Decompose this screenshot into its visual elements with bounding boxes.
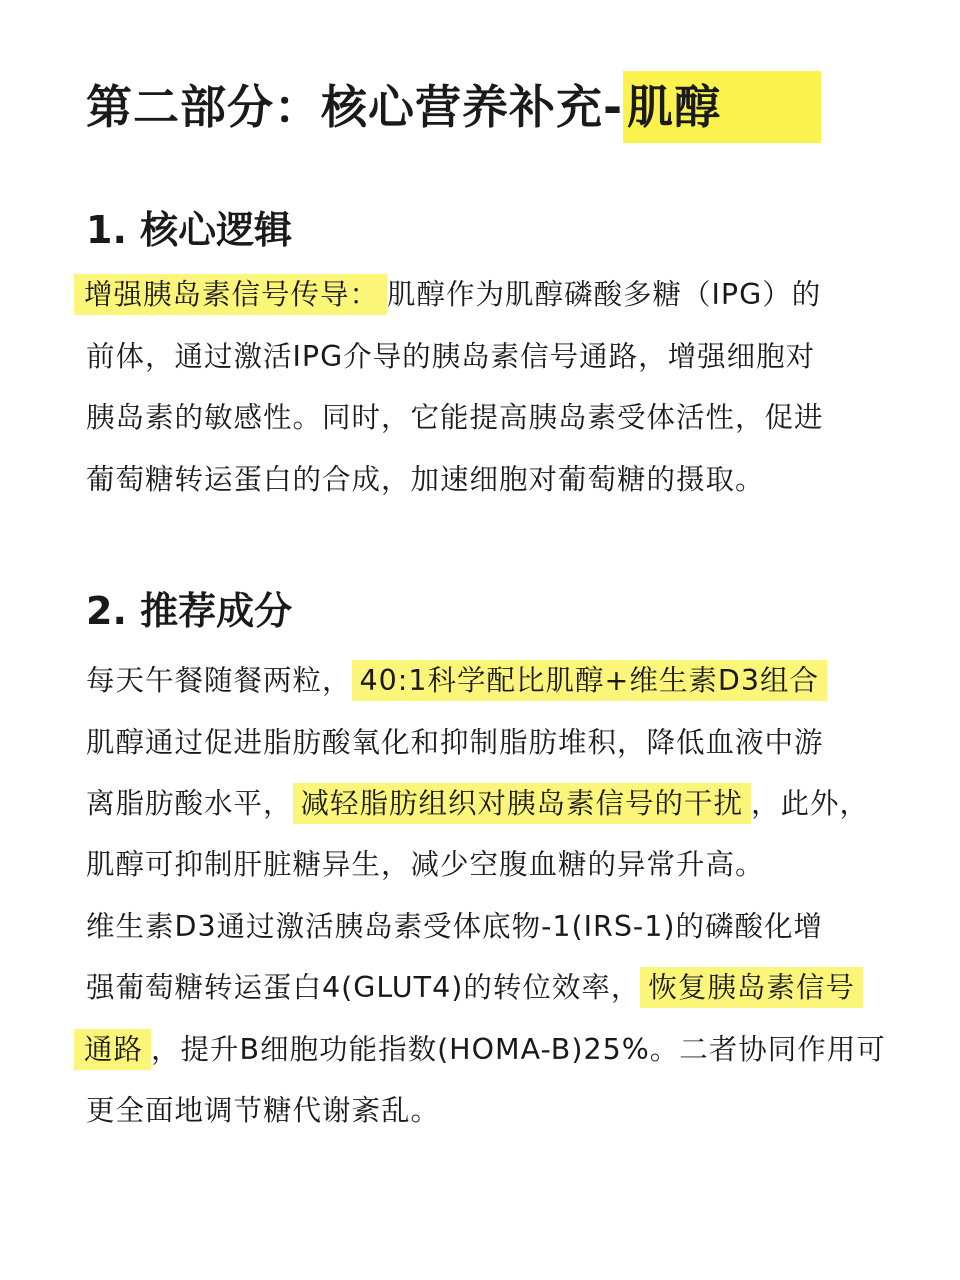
section2-line-4: 肌醇可抑制肝脏糖异生，减少空腹血糖的异常升高。 bbox=[86, 848, 765, 881]
section2-line-3-pre: 离脂肪酸水平， bbox=[86, 787, 293, 820]
section2-highlight-3: 恢复胰岛素信号 bbox=[640, 967, 863, 1008]
section1-line-1-text: 肌醇作为肌醇磷酸多糖（IPG）的 bbox=[387, 278, 822, 311]
page-title-highlight: 肌醇 bbox=[623, 71, 821, 143]
section2-highlight-1: 40:1科学配比肌醇+维生素D3组合 bbox=[352, 660, 827, 701]
section2-line-5: 维生素D3通过激活胰岛素受体底物-1(IRS-1)的磷酸化增 bbox=[86, 910, 823, 943]
section2-line-3-post: ，此外， bbox=[751, 787, 870, 820]
section2-line-7-post: ，提升B细胞功能指数(HOMA-B)25%。二者协同作用可 bbox=[151, 1033, 886, 1066]
section2-line-1-text: 每天午餐随餐两粒， bbox=[86, 664, 352, 697]
section2-line-3 bbox=[86, 779, 869, 829]
section1-highlight: 增强胰岛素信号传导： bbox=[74, 274, 387, 315]
section1-line-2: 前体，通过激活IPG介导的胰岛素信号通路，增强细胞对 bbox=[86, 340, 816, 373]
section2-highlight-4: 通路 bbox=[74, 1029, 151, 1070]
page-title bbox=[86, 70, 821, 144]
page-title-main: 第二部分：核心营养补充- bbox=[86, 80, 624, 134]
section1-heading: 1. 核心逻辑 bbox=[86, 208, 293, 252]
section1-line-4: 葡萄糖转运蛋白的合成，加速细胞对葡萄糖的摄取。 bbox=[86, 463, 765, 496]
section2-heading: 2. 推荐成分 bbox=[86, 589, 293, 633]
section2-highlight-2: 减轻脂肪组织对胰岛素信号的干扰 bbox=[293, 783, 752, 824]
section1-line-3: 胰岛素的敏感性。同时，它能提高胰岛素受体活性，促进 bbox=[86, 401, 824, 434]
section2-line-6-pre: 强葡萄糖转运蛋白4(GLUT4)的转位效率， bbox=[86, 971, 641, 1004]
section2-line-7 bbox=[86, 1025, 886, 1075]
section1-line-1 bbox=[86, 270, 821, 320]
section2-line-1 bbox=[86, 656, 827, 706]
section2-line-6 bbox=[86, 963, 863, 1013]
section2-line-8: 更全面地调节糖代谢紊乱。 bbox=[86, 1094, 441, 1127]
section2-line-2: 肌醇通过促进脂肪酸氧化和抑制脂肪堆积，降低血液中游 bbox=[86, 726, 824, 759]
